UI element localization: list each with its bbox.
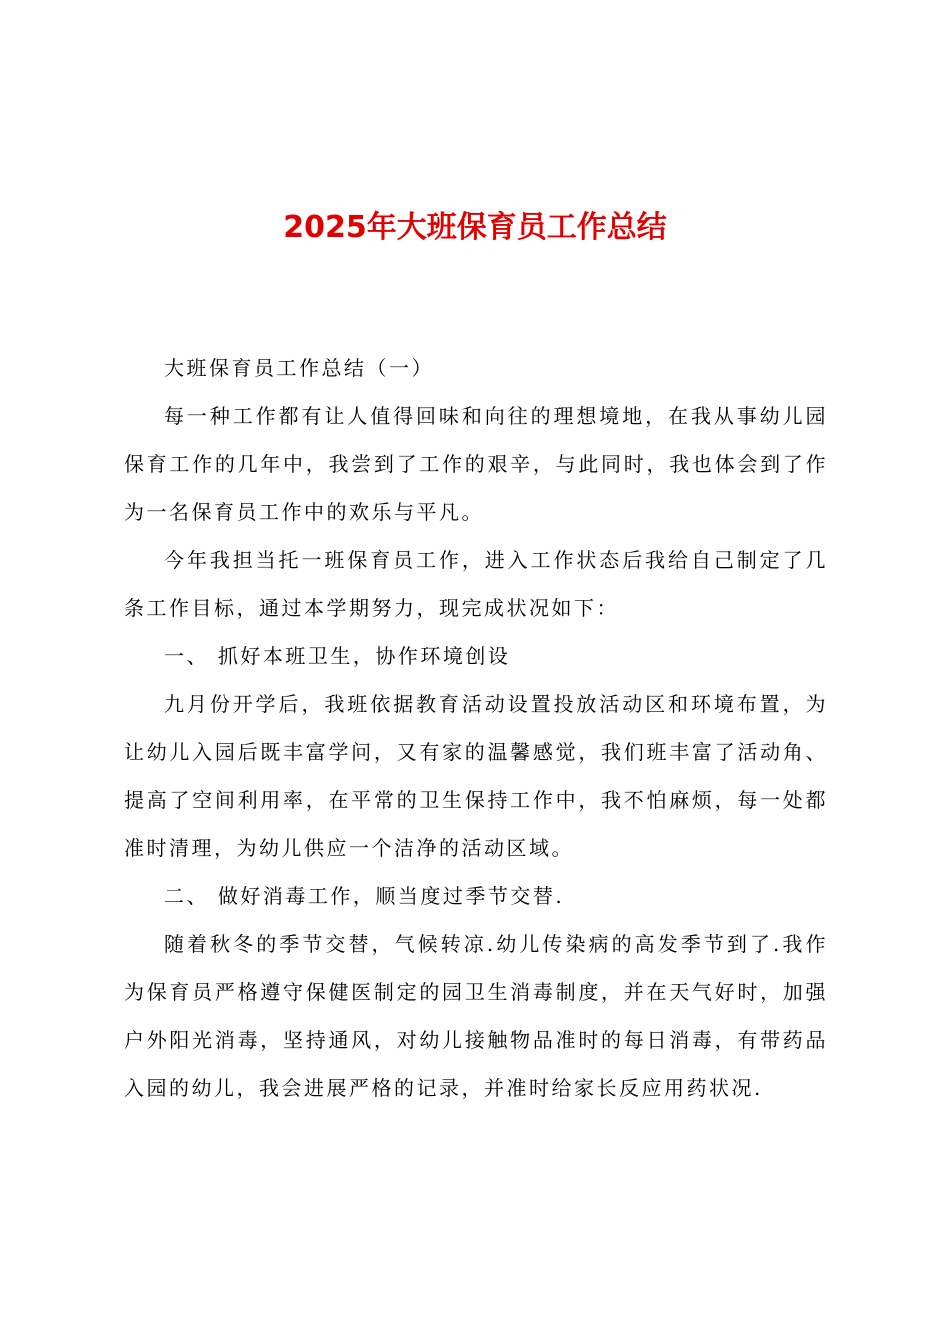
subheading: 一、 抓好本班卫生，协作环境创设 <box>164 644 511 668</box>
paragraph: 今年我担当托一班保育员工作，进入工作状态后我给自己制定了几条工作目标，通过本学期努力，现完成状况如下： <box>124 548 828 620</box>
paragraph: 九月份开学后，我班依据教育活动设置投放活动区和环境布置，为让幼儿入园后既丰富学问，又有家的温馨感觉，我们班丰富了活动角、提高了空间利用率，在平常的卫生保持工作中，我不怕麻烦，每一处都准时清理，为幼儿供应一个洁净的活动区域。 <box>124 692 828 860</box>
document-body <box>124 344 828 1112</box>
paragraph: 每一种工作都有让人值得回味和向往的理想境地，在我从事幼儿园保育工作的几年中，我尝到了工作的艰辛，与此同时，我也体会到了作为一名保育员工作中的欢乐与平凡。 <box>124 404 828 524</box>
section-heading: 大班保育员工作总结（一） <box>164 356 434 380</box>
document-title: 2025年大班保育员工作总结 <box>283 210 667 245</box>
paragraph: 随着秋冬的季节交替，气候转凉.幼儿传染病的高发季节到了.我作为保育员严格遵守保健医制定的园卫生消毒制度，并在天气好时，加强户外阳光消毒，坚持通风，对幼儿接触物品准时的每日消毒，有带药品入园的幼儿，我会进展严格的记录，并准时给家长反应用药状况. <box>124 932 828 1100</box>
subheading: 二、 做好消毒工作，顺当度过季节交替. <box>164 884 565 908</box>
